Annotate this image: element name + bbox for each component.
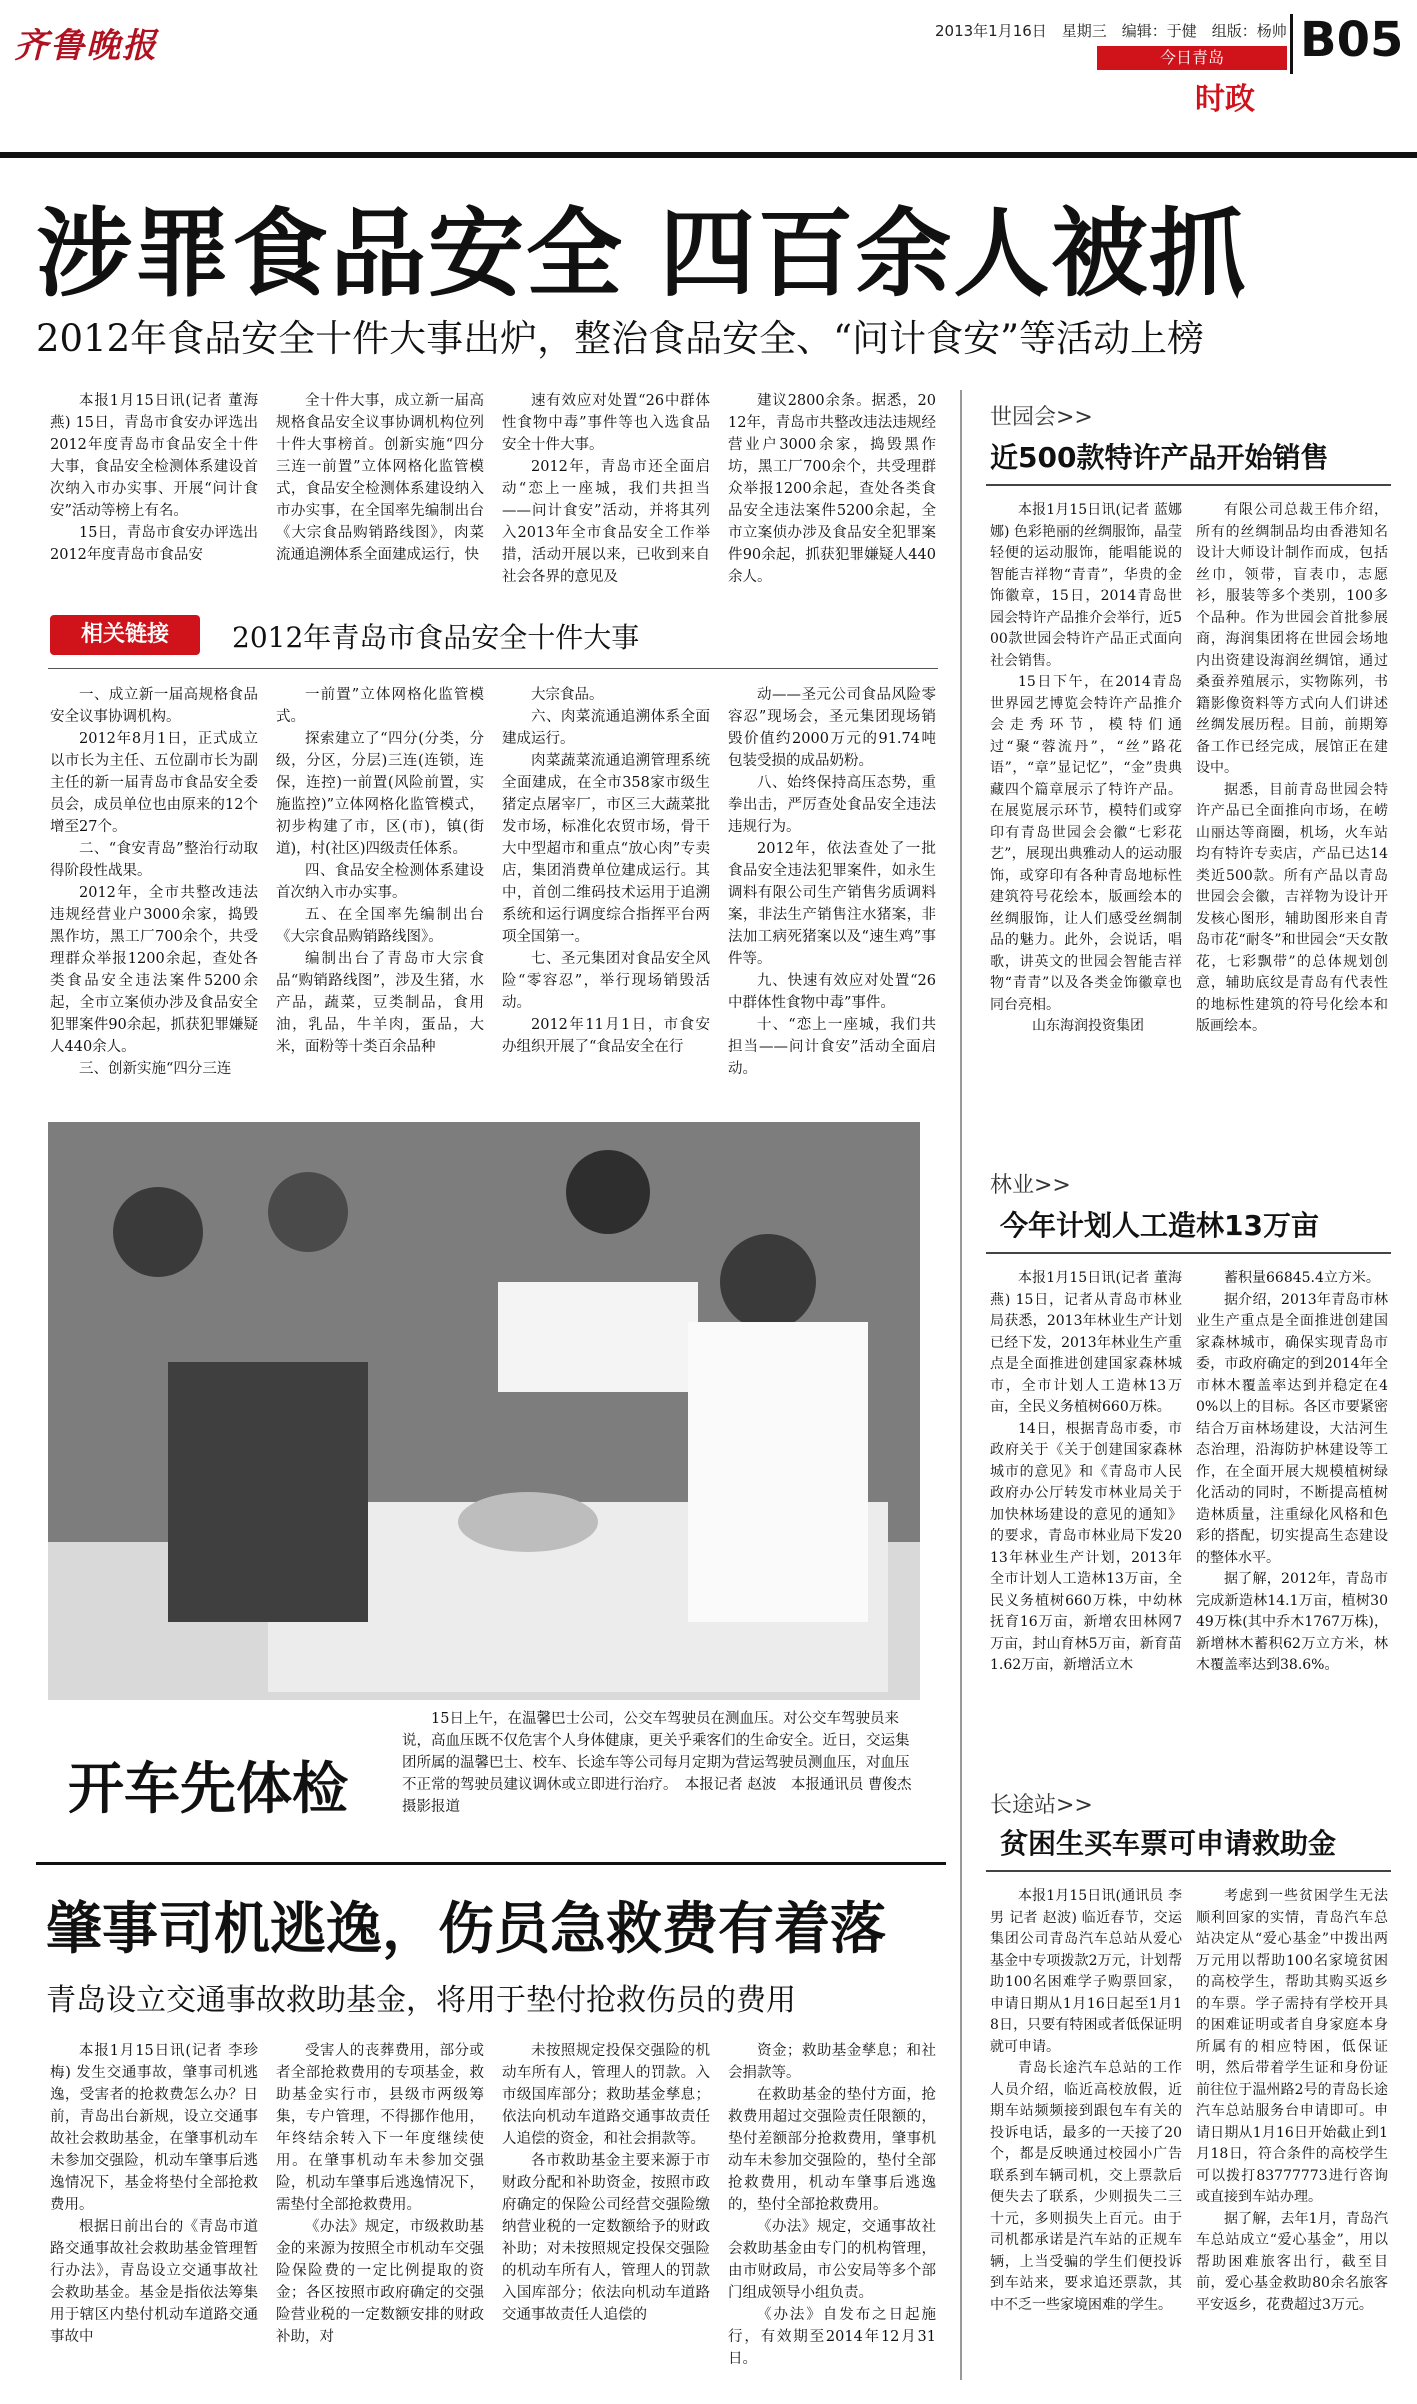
story2-col-3: 未按照规定投保交强险的机动车所有人，管理人的罚款。入市级国库部分；救助基金孳息；依法向机动车道路交通事故责任人追偿的资金，和社会捐款等。 各市救助基金主要来源于市财政分配和补助资金，按照市政府确定的保险公司经营交强险缴纳营业税的一定数额给予的财政补助；对未按照规定投保交强险的机动车所有人，管理人的罚款入国库部分；依法向机动车道路交通事故责任人追偿的: [502, 2043, 710, 2323]
photo-caption: 15日上午，在温馨巴士公司，公交车驾驶员在测血压。对公交车驾驶员来说，高血压既不仅危害个人身体健康，更关乎乘客们的生命安全。近日，交运集团所属的温馨巴士、校车、长途车等公司每月定期为营运驾驶员测血压，对血压不正常的驾驶员建议调休或立即进行治疗。 本报记者 赵波 本报通讯员 曹俊杰 摄影报道: [402, 1711, 926, 1815]
story1-col-4: 建议2800余条。据悉，2012年，青岛市共整改违法违规经营业户3000余家，捣毁黑作坊，黑工厂700余个，共受理群众举报1200余起，查处各类食品安全违法案件5200余起，全市立案侦办涉及食品安全犯罪案件90余起，抓获犯罪嫌疑人440余人。: [728, 393, 936, 585]
side2-col-1: 本报1月15日讯(记者 董海燕) 15日，记者从青岛市林业局获悉，2013年林业生产计划已经下发，2013年林业生产重点是全面推进创建国家森林城市，全市计划人工造林13万亩，全民义务植树660万株。 14日，根据青岛市委，市政府关于《关于创建国家森林城市的意见》和《青岛市人民政府办公厅转发市林业局关于加快林场建设的意见的通知》的要求，青岛市林业局下发2013年林业生产计划，2013年全市计划人工造林13万亩，全民义务植树660万株，中幼林抚育16万亩，新增农田林网7万亩，封山育林5万亩，新育苗1.62万亩，新增活立木: [990, 1270, 1182, 1673]
column-divider: [960, 390, 962, 2380]
story2-divider: [36, 1862, 946, 1865]
side3-headline: 贫困生买车票可申请救助金: [1000, 1827, 1337, 1860]
side1-kicker: 世园会>>: [990, 405, 1093, 430]
story1-col-3: 速有效应对处置“26中群体性食物中毒”事件等也入选食品安全十件大事。 2012年，青岛市还全面启动“恋上一座城，我们共担当——问计食安”活动，并将其列入2013年全市食品安全工作举措，活动开展以来，已收到来自社会各界的意见及: [502, 393, 710, 585]
header-rule: [0, 152, 1417, 158]
side2-headline: 今年计划人工造林13万亩: [1000, 1209, 1319, 1242]
story2-headline: 肇事司机逃逸，伤员急救费有着落: [46, 1897, 886, 1962]
story2-col-4: 资金；救助基金孳息；和社会捐款等。 在救助基金的垫付方面，抢救费用超过交强险责任限额的，垫付差额部分抢救费用，肇事机动车未参加交强险的，垫付全部抢救费用，机动车肇事后逃逸的，垫付全部抢救费用。 《办法》规定，交通事故社会救助基金由专门的机构管理，由市财政局，市公安局等多个部门组成领导小组负责。 《办法》自发布之日起施行，有效期至2014年12月31日。: [728, 2043, 936, 2367]
story2-col-1: 本报1月15日讯(记者 李珍梅) 发生交通事故，肇事司机逃逸，受害者的抢救费怎么办？日前，青岛出台新规，设立交通事故社会救助基金，在肇事机动车未参加交强险，机动车肇事后逃逸情况下，基金将垫付全部抢救费用。 根据日前出台的《青岛市道路交通事故社会救助基金管理暂行办法》，青岛设立交通事故社会救助基金。基金是指依法筹集用于辖区内垫付机动车道路交通事故中: [50, 2043, 258, 2345]
side3-kicker: 长途站>>: [990, 1793, 1093, 1818]
top-ten-col-2: 一前置”立体网格化监管模式。 探索建立了“四分(分类，分级，分区，分层)三连(连锁，连保，连控)一前置(风险前置，实施监控)”立体网格化监管模式，初步构建了市，区(市)，镇(街道)，村(社区)四级责任体系。 四、食品安全检测体系建设首次纳入市办实事。 五、在全国率先编制出台《大宗食品购销路线图》。 编制出台了青岛市大宗食品“购销路线图”，涉及生猪，水产品，蔬菜，豆类制品，食用油，乳品，牛羊肉，蛋品，大米，面粉等十类百余品种: [276, 687, 484, 1055]
photo-illustration: [48, 1122, 920, 1700]
side3-rule: [986, 1870, 1391, 1872]
masthead-logo: 齐鲁晚报: [14, 26, 158, 66]
side3-col-1: 本报1月15日讯(通讯员 李男 记者 赵波) 临近春节，交运集团公司青岛汽车总站从爱心基金中专项拨款2万元，计划帮助100名困难学子购票回家，申请日期从1月16日起至1月18日，只要有特困或者低保证明就可申请。 青岛长途汽车总站的工作人员介绍，临近高校放假，近期车站频频接到跟包车有关的投诉电话，最多的一天接了20个，都是反映通过校园小广告联系到车辆司机，交上票款后便失去了联系，少则损失二三十元，多则损失上百元。由于司机都承诺是汽车站的正规车辆，上当受骗的学生们便投诉到车站来，要求追还票款，其中不乏一些家境困难的学生。: [990, 1888, 1182, 2313]
date-line: 2013年1月16日 星期三 编辑：于健 组版：杨帅: [935, 22, 1287, 40]
story1-col-2: 全十件大事，成立新一届高规格食品安全议事协调机构位列十件大事榜首。创新实施“四分三连一前置”立体网格化监管模式，食品安全检测体系建设纳入市办实事，在全国率先编制出台《大宗食品购销路线图》，肉菜流通追溯体系全面建成运行，快: [276, 393, 484, 563]
side1-col-2: 有限公司总裁王伟介绍，所有的丝绸制品均由香港知名设计大师设计制作而成，包括丝巾，领带，盲表巾，志愿衫，服装等多个类别，100多个品种。作为世园会首批参展商，海润集团将在世园会场地内出资建设海润丝绸馆，通过桑蚕养殖展示，实物陈列，书籍影像资料等方式向人们讲述丝绸发展历程。目前，前期筹备工作已经完成，展馆正在建设中。 据悉，目前青岛世园会特许产品已全面推向市场，在崂山丽达等商圈，机场，火车站均有特许专卖店，产品已达14类近500款。所有产品以青岛世园会会徽，吉祥物为设计开发核心图形，辅助图形来自青岛市花“耐冬”和世园会“天女散花，七彩飘带”的总体规划创意，辅助底纹是青岛有代表性的地标性建筑的符号化绘本和版画绘本。: [1196, 502, 1388, 1034]
side1-rule: [986, 484, 1391, 486]
side2-kicker: 林业>>: [990, 1173, 1071, 1198]
headline-sub: 2012年食品安全十件大事出炉，整治食品安全、“问计食安”等活动上榜: [36, 317, 1204, 360]
story2-col-2: 受害人的丧葬费用，部分或者全部抢救费用的专项基金，救助基金实行市，县级市两级筹集，专户管理，不得挪作他用，年终结余转入下一年度继续使用。在肇事机动车未参加交强险，机动车肇事后逃逸情况下，需垫付全部抢救费用。 《办法》规定，市级救助基金的来源为按照全市机动车交强险保险费的一定比例提取的资金；各区按照市政府确定的交强险营业税的一定数额安排的财政补助，对: [276, 2043, 484, 2345]
masthead-divider: [1290, 14, 1293, 74]
headline-main: 涉罪食品安全 四百余人被抓: [36, 198, 1248, 310]
related-link-logo: 相关链接: [50, 615, 200, 655]
news-photo: [48, 1122, 920, 1700]
side1-headline: 近500款特许产品开始销售: [990, 441, 1329, 474]
top-ten-col-3: 大宗食品。 六、肉菜流通追溯体系全面建成运行。 肉菜蔬菜流通追溯管理系统全面建成，在全市358家市级生猪定点屠宰厂，市区三大蔬菜批发市场，标准化农贸市场，骨干大中型超市和重点“放心肉”专卖店，集团消费单位建成运行。其中，首创二维码技术运用于追溯系统和运行调度综合指挥平台两项全国第一。 七、圣元集团对食品安全风险“零容忍”，举行现场销毁活动。 2012年11月1日，市食安办组织开展了“食品安全在行: [502, 687, 710, 1055]
side3-col-2: 考虑到一些贫困学生无法顺利回家的实情，青岛汽车总站决定从“爱心基金”中拨出两万元用以帮助100名家境贫困的高校学生，帮助其购买返乡的车票。学子需持有学校开具的困难证明或者自身家庭本身所属有的相应特困，低保证明，然后带着学生证和身份证前往位于温州路2号的青岛长途汽车总站服务台申请即可。申请日期从1月16日开始截止到1月18日，符合条件的高校学生可以拨打83777773进行咨询或直接到车站办理。 据了解，去年1月，青岛汽车总站成立“爱心基金”，用以帮助困难旅客出行，截至目前，爱心基金救助80余名旅客平安返乡，花费超过3万元。: [1196, 1888, 1388, 2313]
page-number: B05: [1300, 12, 1404, 68]
story2-subheadline: 青岛设立交通事故救助基金，将用于垫付抢救伤员的费用: [46, 1983, 796, 2018]
section-name: 时政: [1195, 82, 1255, 117]
story1-col-1: 本报1月15日讯(记者 董海燕) 15日，青岛市食安办评选出2012年度青岛市食品安全十件大事，食品安全检测体系建设首次纳入市办实事、开展“问计食安”活动等榜上有名。 15日，青岛市食安办评选出2012年度青岛市食品安: [50, 393, 258, 563]
top-ten-col-4: 动——圣元公司食品风险零容忍”现场会，圣元集团现场销毁价值约2000万元的91.74吨包装受损的成品奶粉。 八、始终保持高压态势，重拳出击，严厉查处食品安全违法违规行为。 2012年，依法查处了一批食品安全违法犯罪案件，如永生调料有限公司生产销售劣质调料案，非法生产销售注水猪案，非法加工病死猪案以及“速生鸡”事件等。 九、快速有效应对处置“26中群体性食物中毒”事件。 十、“恋上一座城，我们共担当——问计食安”活动全面启动。: [728, 687, 936, 1077]
side2-col-2: 蓄积量66845.4立方米。 据介绍，2013年青岛市林业生产重点是全面推进创建国家森林城市，确保实现青岛市委，市政府确定的到2014年全市林木覆盖率达到并稳定在40%以上的目标。各区市要紧密结合万亩林场建设，大沽河生态治理，沿海防护林建设等工作，在全面开展大规模植树绿化活动的同时，不断提高植树造林质量，注重绿化风格和色彩的搭配，切实提高生态建设的整体水平。 据了解，2012年，青岛市完成新造林14.1万亩，植树3049万株(其中乔木1767万株)，新增林木蓄积62万立方米，林木覆盖率达到38.6%。: [1196, 1270, 1388, 1673]
side2-rule: [986, 1252, 1391, 1254]
related-link-title: 2012年青岛市食品安全十件大事: [232, 621, 640, 654]
related-divider: [48, 668, 938, 669]
section-ribbon: 今日青岛: [1097, 46, 1287, 70]
photo-title: 开车先体检: [68, 1757, 348, 1822]
side1-col-1: 本报1月15日讯(记者 蓝娜娜) 色彩艳丽的丝绸服饰，晶莹轻便的运动服饰，能唱能说的智能吉祥物“青青”，华贵的金饰徽章，15日，2014青岛世园会特许产品推介会举行，近500款世园会特许产品正式面向社会销售。 15日下午，在2014青岛世界园艺博览会特许产品推介会走秀环节，模特们通过“聚“蓉流丹”，“丝”路花语”，“章”显记忆”，“金”贵典藏四个篇章展示了特许产品。在展览展示环节，模特们或穿印有青岛世园会会徽“七彩花艺”，展现出典雅动人的运动服饰，或穿印有各种青岛地标性建筑符号花绘本，版画绘本的丝绸服饰，让人们感受丝绸制品的魅力。此外，会说话，唱歌，讲英文的世园会智能吉祥物“青青”以及各类金饰徽章也同台亮相。 山东海润投资集团: [990, 502, 1182, 1034]
top-ten-col-1: 一、成立新一届高规格食品安全议事协调机构。 2012年8月1日，正式成立以市长为主任、五位副市长为副主任的新一届青岛市食品安全委员会，成员单位也由原来的12个增至27个。 二、“食安青岛”整治行动取得阶段性战果。 2012年，全市共整改违法违规经营业户3000余家，捣毁黑作坊，黑工厂700余个，共受理群众举报1200余起，查处各类食品安全违法案件5200余起，全市立案侦办涉及食品安全犯罪案件90余起，抓获犯罪嫌疑人440余人。 三、创新实施“四分三连: [50, 687, 258, 1077]
